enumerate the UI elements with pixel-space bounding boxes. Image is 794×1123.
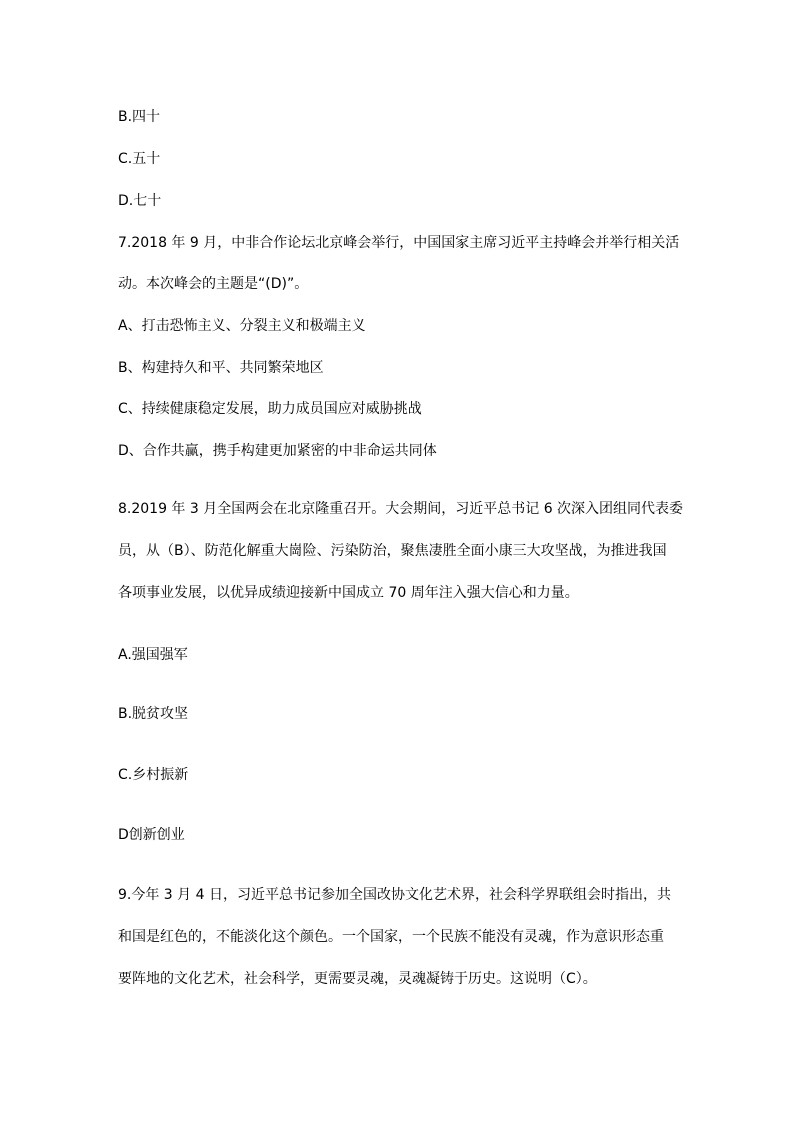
q7-option-c: C、持续健康稳定发展，助力成员国应对威胁挑战 <box>118 401 422 417</box>
q8-stem-line-3: 各项事业发展，以优异成绩迎接新中国成立 70 周年注入强大信心和力量。 <box>118 585 579 601</box>
q7-stem-line-2: 动。本次峰会的主题是“(D)”。 <box>118 276 309 292</box>
q6-option-d: D.七十 <box>118 193 162 209</box>
q9-stem-line-2: 和国是红色的，不能淡化这个颜色。一个国家，一个民族不能没有灵魂，作为意识形态重 <box>118 929 664 945</box>
q8-stem-line-1: 8.2019 年 3 月全国两会在北京隆重召开。大会期间，习近平总书记 6 次深入团组同代表委 <box>118 501 684 517</box>
q6-option-c: C.五十 <box>118 151 161 167</box>
q8-stem-line-2: 员，从（B）、防范化解重大崗险、污染防治，聚焦凄胜全面小康三大攻坚战，为推进我国 <box>118 543 667 559</box>
q9-stem-line-3: 要阵地的文化艺术，社会科学，更需要灵魂，灵魂凝铸于历史。这说明（C）。 <box>118 971 597 987</box>
q6-option-b: B.四十 <box>118 109 161 125</box>
q7-stem-line-1: 7.2018 年 9 月，中非合作论坛北京峰会举行，中国国家主席习近平主持峰会并举行相关活 <box>118 235 680 251</box>
q7-option-d: D、合作共赢，携手构建更加紧密的中非命运共同体 <box>118 443 437 459</box>
q8-option-d: D创新创业 <box>118 827 185 843</box>
q9-stem-line-1: 9.今年 3 月 4 日，习近平总书记参加全国改协文化艺术界，社会科学界联组会时指出，共 <box>118 887 671 903</box>
q8-option-c: C.乡村振新 <box>118 767 189 783</box>
q7-option-b: B、构建持久和平、共同繁荣地区 <box>118 360 324 376</box>
q8-option-a: A.强国强军 <box>118 647 188 663</box>
q7-option-a: A、打击恐怖主义、分裂主义和极端主义 <box>118 318 366 334</box>
q8-option-b: B.脱贫攻坚 <box>118 706 189 722</box>
